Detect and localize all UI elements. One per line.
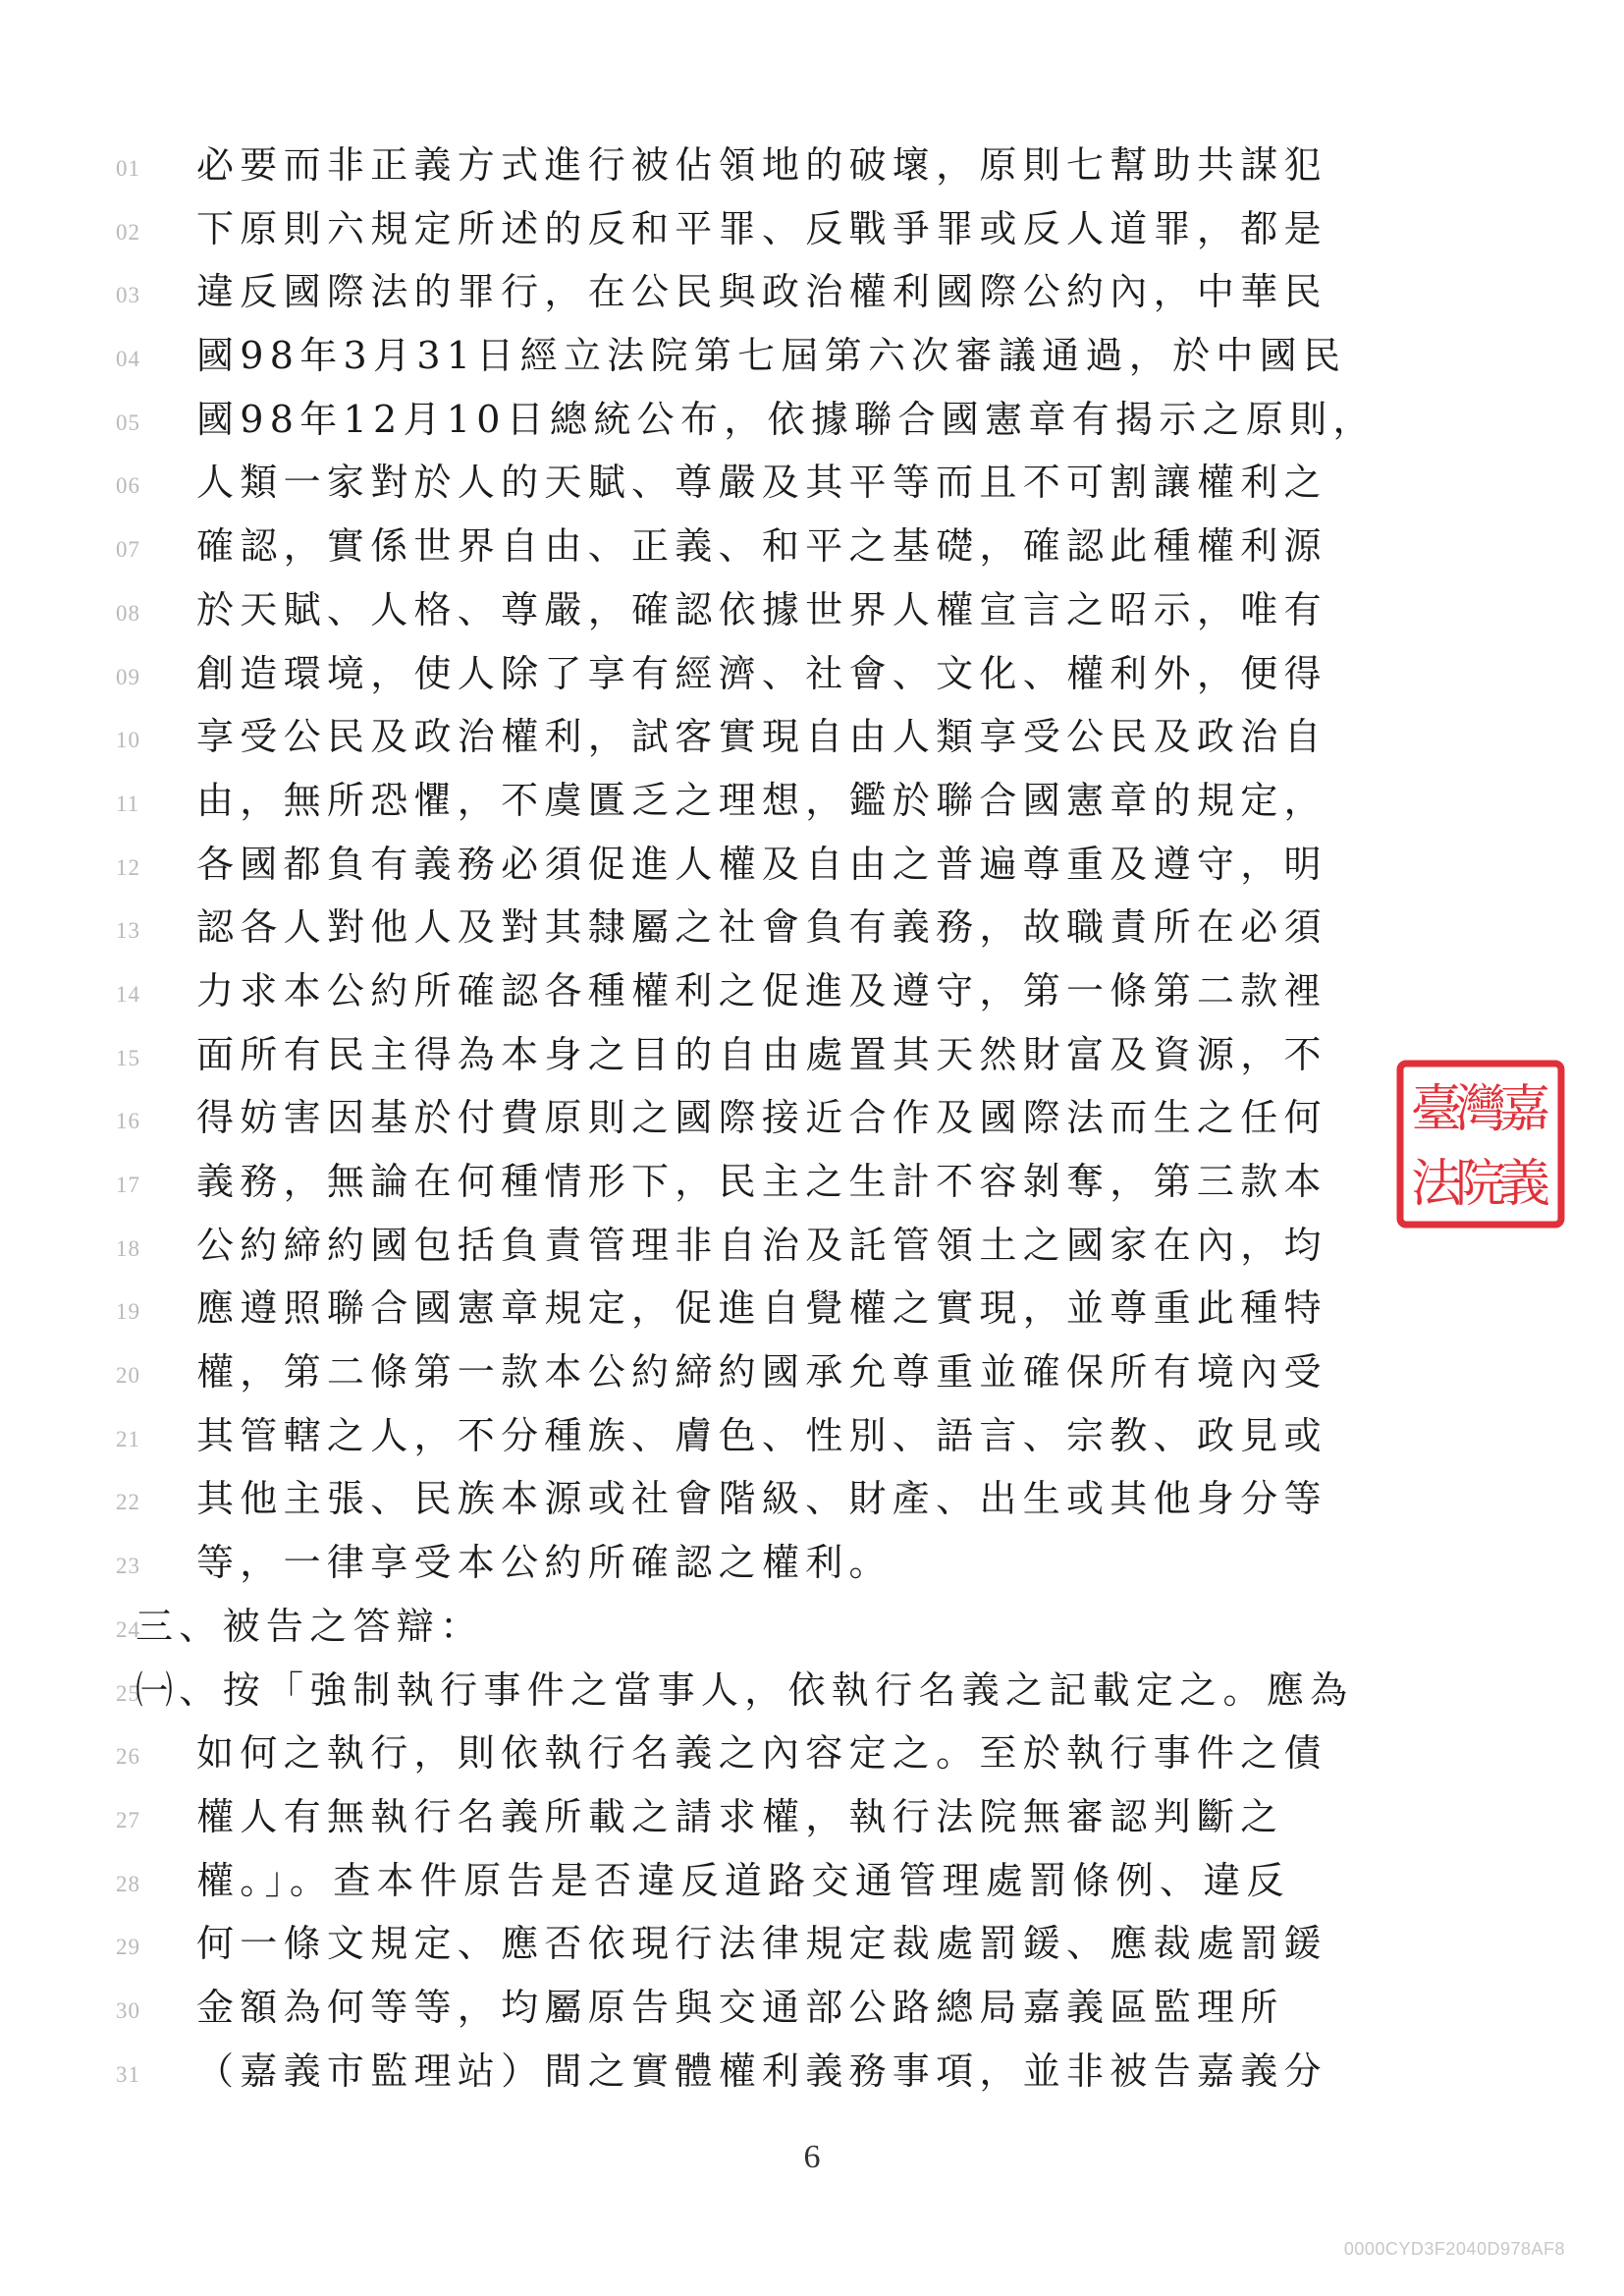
text-line: 國98年12月10日總統公布，依據聯合國憲章有揭示之原則， xyxy=(196,397,1377,441)
text-line: 認各人對他人及對其隸屬之社會負有義務，故職責所在必須 xyxy=(196,905,1327,950)
line-number: 27 xyxy=(116,1807,140,1832)
text-line: 確認，實係世界自由、正義、和平之基礎，確認此種權利源 xyxy=(196,524,1327,569)
line-number: 03 xyxy=(116,283,140,308)
seal-glyph-6: 法 xyxy=(1410,1155,1463,1214)
line-number: 18 xyxy=(116,1235,140,1261)
line-number: 31 xyxy=(116,2061,140,2087)
line-number: 20 xyxy=(116,1363,140,1389)
line-number: 02 xyxy=(116,219,140,245)
text-line: 其管轄之人，不分種族、膚色、性別、語言、宗教、政見或 xyxy=(196,1413,1327,1457)
text-line: 於天賦、人格、尊嚴，確認依據世界人權宣言之昭示，唯有 xyxy=(196,587,1327,631)
line-number: 26 xyxy=(116,1744,140,1770)
line-number: 10 xyxy=(116,728,140,753)
line-number: 19 xyxy=(116,1299,140,1325)
line-number: 09 xyxy=(116,664,140,689)
seal-glyph-3: 灣 xyxy=(1454,1080,1507,1139)
document-code: 0000CYD3F2040D978AF8 xyxy=(1343,2239,1565,2259)
text-line: 義務，無論在何種情形下，民主之生計不容剝奪，第三款本 xyxy=(196,1160,1327,1203)
text-line: 金額為何等等，均屬原告與交通部公路總局嘉義區監理所 xyxy=(196,1985,1284,2029)
text-line: 下原則六規定所述的反和平罪、反戰爭罪或反人道罪，都是 xyxy=(196,206,1327,250)
line-number: 24 xyxy=(116,1616,140,1642)
text-line: 等，一律享受本公約所確認之權利。 xyxy=(196,1541,893,1585)
line-number: 12 xyxy=(116,854,140,880)
line-number: 25 xyxy=(116,1680,140,1706)
text-line: 必要而非正義方式進行被佔領地的破壞，原則七幫助共謀犯 xyxy=(196,143,1327,187)
line-number: 16 xyxy=(116,1109,140,1134)
text-line: 面所有民主得為本身之目的自由處置其天然財富及資源，不 xyxy=(196,1032,1327,1076)
line-number: 06 xyxy=(116,473,140,499)
text-line: 違反國際法的罪行，在公民與政治權利國際公約內，中華民 xyxy=(196,270,1327,314)
text-line: 其他主張、民族本源或社會階級、財產、出生或其他身分等 xyxy=(196,1477,1327,1521)
line-number: 14 xyxy=(116,981,140,1007)
line-number: 05 xyxy=(116,410,140,435)
line-number: 22 xyxy=(116,1490,140,1515)
line-number: 07 xyxy=(116,537,140,563)
seal-glyph-1: 嘉 xyxy=(1498,1080,1551,1139)
text-line: 國98年3月31日經立法院第七屆第六次審議通過，於中國民 xyxy=(196,334,1347,378)
seal-glyph-5: 臺 xyxy=(1410,1080,1463,1139)
text-line: ㈠、按「強制執行事件之當事人，依執行名義之記載定之。應為 xyxy=(135,1667,1354,1712)
court-seal-stamp xyxy=(1392,1056,1569,1232)
line-number: 13 xyxy=(116,918,140,944)
text-line: 各國都負有義務必須促進人權及自由之普遍尊重及遵守，明 xyxy=(196,842,1327,886)
text-line: 由，無所恐懼，不虞匱乏之理想，鑑於聯合國憲章的規定， xyxy=(196,778,1327,822)
text-line: 權人有無執行名義所載之請求權，執行法院無審認判斷之 xyxy=(196,1794,1284,1838)
seal-glyph-2: 義 xyxy=(1498,1155,1551,1214)
line-number: 01 xyxy=(116,156,140,181)
line-number-column xyxy=(116,149,165,2118)
text-line: 何一條文規定、應否依現行法律規定裁處罰鍰、應裁處罰鍰 xyxy=(196,1922,1327,1966)
line-number: 04 xyxy=(116,347,140,372)
seal-glyph-4: 院 xyxy=(1454,1155,1507,1214)
text-line: （嘉義市監理站）間之實體權利義務事項，並非被告嘉義分 xyxy=(196,2049,1327,2093)
text-line: 公約締約國包括負責管理非自治及託管領土之國家在內，均 xyxy=(196,1223,1327,1267)
text-line: 應遵照聯合國憲章規定，促進自覺權之實現，並尊重此種特 xyxy=(196,1286,1327,1331)
text-line: 享受公民及政治權利，試客實現自由人類享受公民及政治自 xyxy=(196,715,1327,759)
text-line: 權，第二條第一款本公約締約國承允尊重並確保所有境內受 xyxy=(196,1350,1327,1394)
page-number: 6 xyxy=(803,2139,821,2175)
text-line: 力求本公約所確認各種權利之促進及遵守，第一條第二款裡 xyxy=(196,968,1327,1012)
text-line: 得妨害因基於付費原則之國際接近合作及國際法而生之任何 xyxy=(196,1096,1327,1140)
text-line: 三、被告之答辯： xyxy=(135,1604,484,1648)
text-line: 人類一家對於人的天賦、尊嚴及其平等而且不可割讓權利之 xyxy=(196,461,1327,505)
line-number: 29 xyxy=(116,1935,140,1960)
line-number: 28 xyxy=(116,1871,140,1896)
line-number: 15 xyxy=(116,1045,140,1070)
document-body xyxy=(135,139,1438,2108)
text-line: 創造環境，使人除了享有經濟、社會、文化、權利外，便得 xyxy=(196,651,1327,695)
line-number: 11 xyxy=(116,791,140,816)
line-number: 23 xyxy=(116,1554,140,1579)
line-number: 17 xyxy=(116,1173,140,1197)
line-number: 21 xyxy=(116,1426,140,1451)
line-number: 08 xyxy=(116,600,140,626)
line-number: 30 xyxy=(116,1997,140,2023)
text-line: 權。」。查本件原告是否違反道路交通管理處罰條例、違反 xyxy=(196,1858,1290,1902)
text-line: 如何之執行，則依執行名義之內容定之。至於執行事件之債 xyxy=(196,1731,1327,1776)
